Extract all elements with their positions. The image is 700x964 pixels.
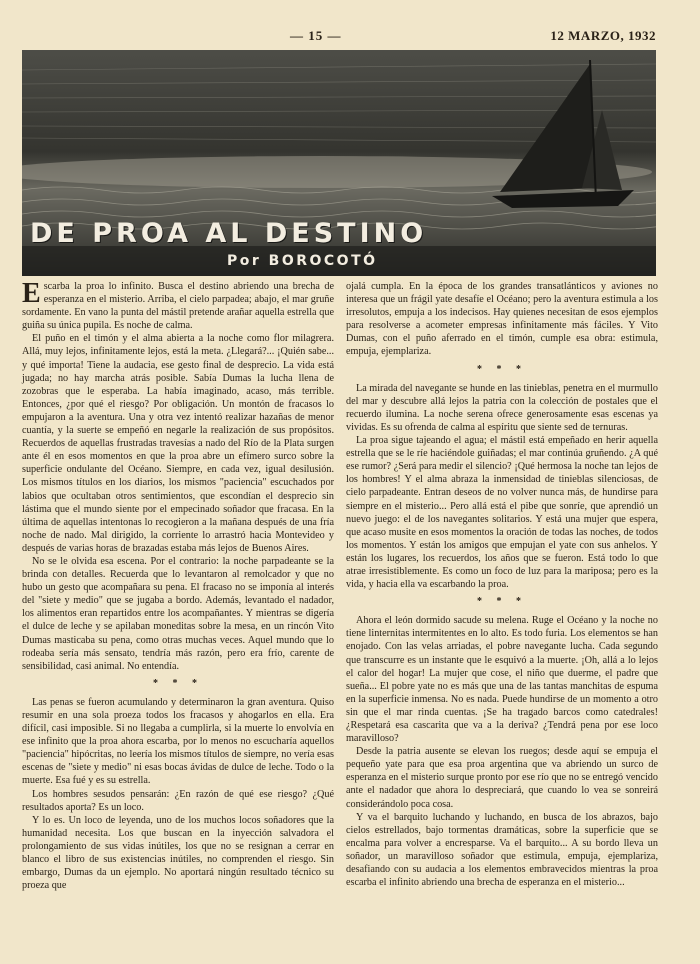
section-separator: * * *: [153, 677, 203, 689]
page-header: [0, 28, 700, 48]
article-byline: Por BOROCOTÓ: [227, 253, 378, 269]
page-number: — 15 —: [290, 28, 342, 43]
paragraph: No se le olvida esa escena. Por el contrario: la noche parpadeante se la brinda con detalles. Recuerda que lo levantaron al remolcador y que no hubo un gesto que acompañara su pena. El fracaso no se imponía al interés del "siete y medio" que se jugaba a bordo. Además, levantado el nadador, los alimentos eran repartidos entre los acompañantes. Y mientras se digería el dulce de leche y se apilaban moneditas sobre la mesa, en un rincón Vito Dumas masticaba su pena, como otras muchas veces. Aquel mundo que lo rodeaba sería más sensato, tendría más razón, pero era frío, carente de sensibilidad, casi animal. No entendía.: [22, 555, 334, 672]
paragraph: Los hombres sesudos pensarán: ¿En razón de qué ese riesgo? ¿Qué resultados aporta? Es un loco.: [22, 788, 334, 813]
paragraph: El puño en el timón y el alma abierta a la noche como flor milagrera. Allá, muy lejos, infinitamente lejos, está la meta. ¿Llegará?... ¡Quién sabe... y qué importa! Tiene la audacia, ese gesto final de desprecio. La vida está jugada; no hay marcha atrás posible. Sabía Dumas la lucha llena de zozobras que le esperaba. La había imaginado, acaso, más terrible. Entonces, ¿por qué el riesgo? Por obligación. Un montón de fracasos lo empujaron a la aventura. Una y otra vez intentó realizar hazañas de menor cuantía, y la suerte se empeñó en negarle la realización de sus propósitos. Recuerdos de aquellas frustradas travesías a nado del Río de la Plata surgen ante él en esos momentos en que la proa abre un efímero surco sobre la superficie ondulante del Océano. Siempre, en cada vez, igual desilusión. Los mismos títulos en los diarios, los mismos "paciencia" escuchados por labios que ocultaban otros sentimientos, que escondían el desprecio sin lástima que el mundo siente por el empecinado soñador que fracasa. En la última de aquellas intentonas lo recogieron a la mañana después de una fría noche de nado. Mal dirigido, la corriente lo arrastró hacia Montevideo y después de varias horas de brazadas estaba más lejos de Buenos Aires.: [22, 333, 334, 554]
paragraph: Escarba la proa lo infinito. Busca el destino abriendo una brecha de esperanza en el misterio. Arriba, el cielo parpadea; abajo, el mar gruñe sordamente. En vano la punta del mástil pretende arañar aquella estrella que guiña su única pupila. Es noche de calma.: [22, 278, 334, 332]
paragraph: La proa sigue tajeando el agua; el mástil está empeñado en herir aquella estrella que se le ríe haciéndole guiñadas; el mar continúa gruñendo. ¿A qué ese rumor? ¿Será para medir el silencio? ¡Qué hermosa la noche tan lejos de los hombres! Y el alma abraza la inmensidad de tinieblas silenciosas, de cielo parpadeante. Entran deseos de no volver nunca más, de hundirse para siempre en el misterio... Pero allá está el pibe que sonríe, que aprendió un nuevo juego: el de los navegantes solitarios. Y está una mujer que espera, que acaso musite en esos momentos la oración de todas las noches, de todos los momentos. Y están los amigos que empujan el yate con sus anhelos. Y están los lugares, los recuerdos, los años que se fueron. Está todo lo que atrae irresistiblemente. Es como un foco de luz para la mariposa; pero es la vida, y hacia ella va escarbando la proa.: [346, 435, 658, 591]
paragraph: La mirada del navegante se hunde en las tinieblas, penetra en el murmullo del mar y descubre allá lejos la patria con la colección de postales que el recuerdo ilumina. La noche serena ofrece generosamente esas escenas ya vividas. Es su ofrenda de calma al espíritu que siente sed de ternuras.: [346, 382, 658, 433]
paragraph: ojalá cumpla. En la época de los grandes transatlánticos y aviones no interesa que un frágil yate desafíe el Océano; pero la aventura estimula a los irresolutos, empuja a los indecisos. Hay quienes necesitan de esos ejemplos para resolverse a acometer empresas infinitamente más fáciles. Y Vito Dumas, con el puño aferrado en el timón, cumple esa obra: estimula, empuja, ejemplariza.: [346, 281, 658, 358]
paragraph: Desde la patria ausente se elevan los ruegos; desde aquí se empuja el pequeño yate para que esa proa argentina que va abriendo un surco de esperanza en el misterio surque pronto por ese río que no se entregó vencido ante el nadador que ahora lo despreciará, que cuando lo vea se sonreirá considerándolo poca cosa.: [346, 746, 658, 810]
hero-illustration: [22, 50, 656, 276]
paragraph: Y lo es. Un loco de leyenda, uno de los muchos locos soñadores que la humanidad necesita. Los que buscan en la inyección salvadora el prolongamiento de sus vidas inútiles, los que no se resignan a cerrar en blanco el libro de sus existencias inútiles, no comprenden el riesgo. Sin embargo, Dumas da un ejemplo. No aportará ningún resultado técnico su proeza que: [22, 814, 334, 892]
paragraph: Y va el barquito luchando y luchando, en busca de los abrazos, bajo cielos estrellados, bajo tormentas dramáticas, sobre la superficie que se encalma para volver a encresparse. Va el barquito... A su bordo lleva un soñador, un maravilloso soñador que estimula, empuja, ejemplariza, desafiando con su audacia a los elementos embravecidos mientras la proa escarba el infinito abriendo una brecha de esperanza en el misterio...: [346, 811, 658, 889]
paragraph: Ahora el león dormido sacude su melena. Ruge el Océano y la noche no tiene linternitas intermitentes en lo alto. Es todo furia. Los elementos se han enojado. Con las velas arriadas, el pobre navegante lucha. Cada segundo que transcurre es un instante que le esquivó a la muerte. ¡Oh, allá a lo lejos el calor del hogar! La mujer que cose, el niño que duerme, el padre que sueña... El pobre yate no es más que una de las tantas manchitas de espuma en la superficie inmensa. No es nada. Puede hundirse de un momento a otro sin que el mar rinda cuentas. ¡Se ha tragado barcos como catedrales! ¿Respetará esa cascarita que va a la deriva? ¿Tendrá pena por ese loco maravilloso?: [346, 615, 658, 745]
drop-cap: E: [22, 278, 41, 309]
article-column-right: [346, 280, 658, 889]
article-column-left: [22, 280, 334, 892]
issue-date: 12 MARZO, 1932: [550, 28, 656, 43]
section-separator: * * *: [477, 596, 527, 608]
paragraph: Las penas se fueron acumulando y determinaron la gran aventura. Quiso resumir en una sola proeza todos los fracasos y ahogarlos en ella. Era difícil, casi imposible. Si no llegaba a cumplirla, si la muerte lo envolvía en ese infinito que la proa ahora escarba, por lo menos no escucharía aquellos "paciencia" hipócritas, no leería los mismos títulos de siempre, no vería esas escenas de "siete y medio" ni esas bocas ávidas de dulce de leche. Todo o la muerte. Esa fué y es su estrella.: [22, 696, 334, 787]
article-title: DE PROA AL DESTINO: [30, 218, 428, 249]
section-separator: * * *: [477, 363, 527, 375]
